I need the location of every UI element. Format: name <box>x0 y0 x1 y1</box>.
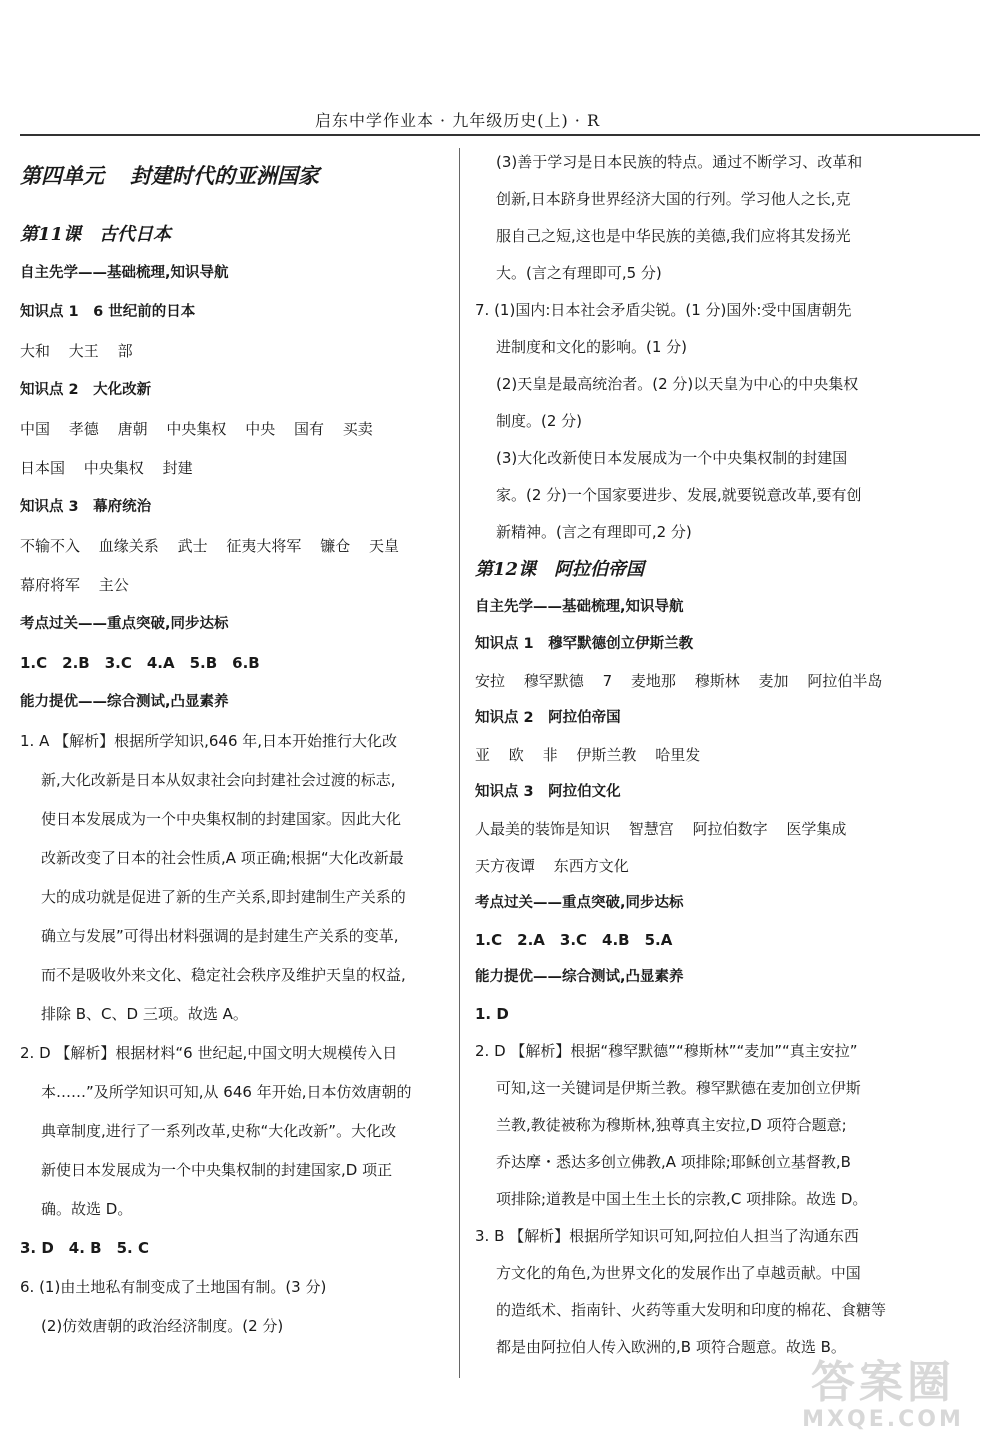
l12-q3-line: 方文化的角色,为世界文化的发展作出了卓越贡献。中国 <box>496 1264 861 1282</box>
l11-q1-line: 而不是吸收外来文化、稳定社会秩序及维护天皇的权益, <box>41 966 406 984</box>
l12-kp3-words-a <box>475 811 905 848</box>
keyword: 不输不入 <box>20 537 81 555</box>
watermark-url: MXQE.COM <box>802 1407 964 1432</box>
l11-q2-line: 新使日本发展成为一个中央集权制的封建国家,D 项正 <box>41 1161 393 1179</box>
l12-mc-answers: 1.C 2.A 3.C 4.B 5.A <box>475 931 673 949</box>
keyword: 国有 <box>293 420 324 438</box>
keyword: 阿拉伯数字 <box>692 820 768 838</box>
l11-q7-line: (3)大化改新使日本发展成为一个中央集权制的封建国 <box>496 449 848 467</box>
keyword: 幕府将军 <box>20 576 81 594</box>
l11-mc-answers: 1.C 2.B 3.C 4.A 5.B 6.B <box>20 654 260 672</box>
right-column <box>475 144 905 1366</box>
keyword: 买卖 <box>342 420 373 438</box>
keyword: 亚 <box>475 746 491 764</box>
l12-kp3-words-b <box>475 848 905 885</box>
l12-q2-line: 乔达摩・悉达多创立佛教,A 项排除;耶稣创立基督教,B <box>496 1153 851 1171</box>
l11-q2-line: 2. D 【解析】根据材料“6 世纪起,中国文明大规模传入日 <box>20 1044 398 1062</box>
column-divider <box>459 148 460 1378</box>
keyword: 大王 <box>68 342 99 360</box>
lesson-12-title <box>475 555 905 581</box>
unit-prefix: 第四单元 <box>20 163 104 188</box>
l12-q1-answer: 1. D <box>475 1005 509 1023</box>
l11-q1-line: 确立与发展”可得出材料强调的是封建生产关系的变革, <box>41 927 399 945</box>
keyword: 7 <box>602 672 613 690</box>
l12-kp2-words <box>475 737 905 774</box>
l11-kp3-heading: 知识点 3 幕府统治 <box>20 499 152 515</box>
l11-q6-cont-line: (3)善于学习是日本民族的特点。通过不断学习、改革和 <box>496 153 863 171</box>
l11-q2-line: 本……”及所学知识可知,从 646 年开始,日本仿效唐朝的 <box>41 1083 412 1101</box>
l11-kp3-words-b <box>20 566 455 605</box>
l12-q2-line: 兰教,教徒被称为穆斯林,独尊真主安拉,D 项符合题意; <box>496 1116 847 1134</box>
l12-section-ability: 能力提优——综合测试,凸显素养 <box>475 969 684 985</box>
l11-q2-line: 确。故选 D。 <box>41 1200 133 1218</box>
keyword: 大和 <box>20 342 51 360</box>
l11-section-checkpoint: 考点过关——重点突破,同步达标 <box>20 616 229 632</box>
l11-kp3-words-a <box>20 527 455 566</box>
l11-q1-line: 排除 B、C、D 三项。故选 A。 <box>41 1005 248 1023</box>
lesson-12-prefix: 第12课 <box>475 559 537 580</box>
keyword: 非 <box>542 746 558 764</box>
keyword: 唐朝 <box>117 420 148 438</box>
keyword: 天方夜谭 <box>475 857 536 875</box>
keyword: 天皇 <box>368 537 399 555</box>
unit-title <box>20 160 455 190</box>
l12-q3-line: 的造纸术、指南针、火药等重大发明和印度的棉花、食糖等 <box>496 1301 887 1319</box>
keyword: 封建 <box>162 459 193 477</box>
l12-q2-line: 可知,这一关键词是伊斯兰教。穆罕默德在麦加创立伊斯 <box>496 1079 861 1097</box>
keyword: 伊斯兰教 <box>576 746 637 764</box>
l11-q6-cont-line: 服自己之短,这也是中华民族的美德,我们应将其发扬光 <box>496 227 851 245</box>
keyword: 主公 <box>98 576 129 594</box>
l11-q1-line: 改新改变了日本的社会性质,A 项正确;根据“大化改新最 <box>41 849 404 867</box>
watermark-logo-text: 答案圈 <box>811 1357 955 1408</box>
l11-q1-line: 使日本发展成为一个中央集权制的封建国家。因此大化 <box>41 810 402 828</box>
keyword: 日本国 <box>20 459 66 477</box>
l11-q1-line: 大的成功就是促进了新的生产关系,即封建制生产关系的 <box>41 888 406 906</box>
l11-q6-line: (2)仿效唐朝的政治经济制度。(2 分) <box>41 1317 284 1335</box>
keyword: 欧 <box>508 746 524 764</box>
keyword: 人最美的装饰是知识 <box>475 820 611 838</box>
l11-q7-line: 7. (1)国内:日本社会矛盾尖锐。(1 分)国外:受中国唐朝先 <box>475 301 852 319</box>
l11-q7-line: 进制度和文化的影响。(1 分) <box>496 338 688 356</box>
l11-q7-line: 新精神。(言之有理即可,2 分) <box>496 523 692 541</box>
l12-q3-line: 都是由阿拉伯人传入欧洲的,B 项符合题意。故选 B。 <box>496 1338 846 1356</box>
keyword: 安拉 <box>475 672 506 690</box>
keyword: 中央 <box>245 420 276 438</box>
l11-section-ability: 能力提优——综合测试,凸显素养 <box>20 694 229 710</box>
l11-kp1-heading: 知识点 1 6 世纪前的日本 <box>20 304 196 320</box>
l12-kp2-heading: 知识点 2 阿拉伯帝国 <box>475 710 621 726</box>
l12-section-checkpoint: 考点过关——重点突破,同步达标 <box>475 895 684 911</box>
l11-kp2-heading: 知识点 2 大化改新 <box>20 382 152 398</box>
l12-section-self-study: 自主先学——基础梳理,知识导航 <box>475 599 684 615</box>
l11-q6-cont-line: 创新,日本跻身世界经济大国的行列。学习他人之长,克 <box>496 190 851 208</box>
keyword: 部 <box>117 342 133 360</box>
l11-q1-line: 1. A 【解析】根据所学知识,646 年,日本开始推行大化改 <box>20 732 398 750</box>
lesson-11-prefix: 第11课 <box>20 224 82 245</box>
page-header <box>20 108 980 136</box>
unit-name: 封建时代的亚洲国家 <box>130 163 319 188</box>
l12-q2-line: 2. D 【解析】根据“穆罕默德”“穆斯林”“麦加”“真主安拉” <box>475 1042 858 1060</box>
keyword: 阿拉伯半岛 <box>807 672 883 690</box>
lesson-11-title <box>20 220 455 246</box>
l11-q7-line: 家。(2 分)一个国家要进步、发展,就要锐意改革,要有创 <box>496 486 862 504</box>
keyword: 征夷大将军 <box>226 537 302 555</box>
l12-kp1-words <box>475 663 905 700</box>
keyword: 穆斯林 <box>694 672 740 690</box>
keyword: 医学集成 <box>786 820 847 838</box>
l11-q2-line: 典章制度,进行了一系列改革,史称“大化改新”。大化改 <box>41 1122 397 1140</box>
keyword: 麦地那 <box>630 672 676 690</box>
header-title: 启东中学作业本 · 九年级历史(上) · R <box>314 111 600 130</box>
keyword: 中国 <box>20 420 51 438</box>
l11-q7-line: 制度。(2 分) <box>496 412 583 430</box>
l11-section-self-study: 自主先学——基础梳理,知识导航 <box>20 265 229 281</box>
lesson-12-name: 阿拉伯帝国 <box>554 559 645 580</box>
keyword: 智慧宫 <box>628 820 674 838</box>
l11-q1-line: 新,大化改新是日本从奴隶社会向封建社会过渡的标志, <box>41 771 396 789</box>
watermark <box>788 1359 978 1439</box>
l12-kp3-heading: 知识点 3 阿拉伯文化 <box>475 784 621 800</box>
l11-q6-cont-line: 大。(言之有理即可,5 分) <box>496 264 662 282</box>
l12-q2-line: 项排除;道教是中国土生土长的宗教,C 项排除。故选 D。 <box>496 1190 868 1208</box>
l11-q7-line: (2)天皇是最高统治者。(2 分)以天皇为中心的中央集权 <box>496 375 859 393</box>
keyword: 哈里发 <box>655 746 701 764</box>
keyword: 武士 <box>177 537 208 555</box>
keyword: 东西方文化 <box>553 857 629 875</box>
keyword: 中央集权 <box>166 420 227 438</box>
l11-kp1-words <box>20 332 455 371</box>
l12-q3-line: 3. B 【解析】根据所学知识可知,阿拉伯人担当了沟通东西 <box>475 1227 859 1245</box>
keyword: 麦加 <box>758 672 789 690</box>
keyword: 穆罕默德 <box>523 672 584 690</box>
keyword: 孝德 <box>68 420 99 438</box>
l12-kp1-heading: 知识点 1 穆罕默德创立伊斯兰教 <box>475 636 694 652</box>
l11-kp2-words-a <box>20 410 455 449</box>
l11-q345-answers: 3. D 4. B 5. C <box>20 1239 149 1257</box>
keyword: 中央集权 <box>83 459 144 477</box>
left-column <box>20 140 455 1346</box>
keyword: 血缘关系 <box>98 537 159 555</box>
l11-q6-line: 6. (1)由土地私有制变成了土地国有制。(3 分) <box>20 1278 327 1296</box>
lesson-11-name: 古代日本 <box>99 224 172 245</box>
l11-kp2-words-b <box>20 449 455 488</box>
keyword: 镰仓 <box>320 537 351 555</box>
